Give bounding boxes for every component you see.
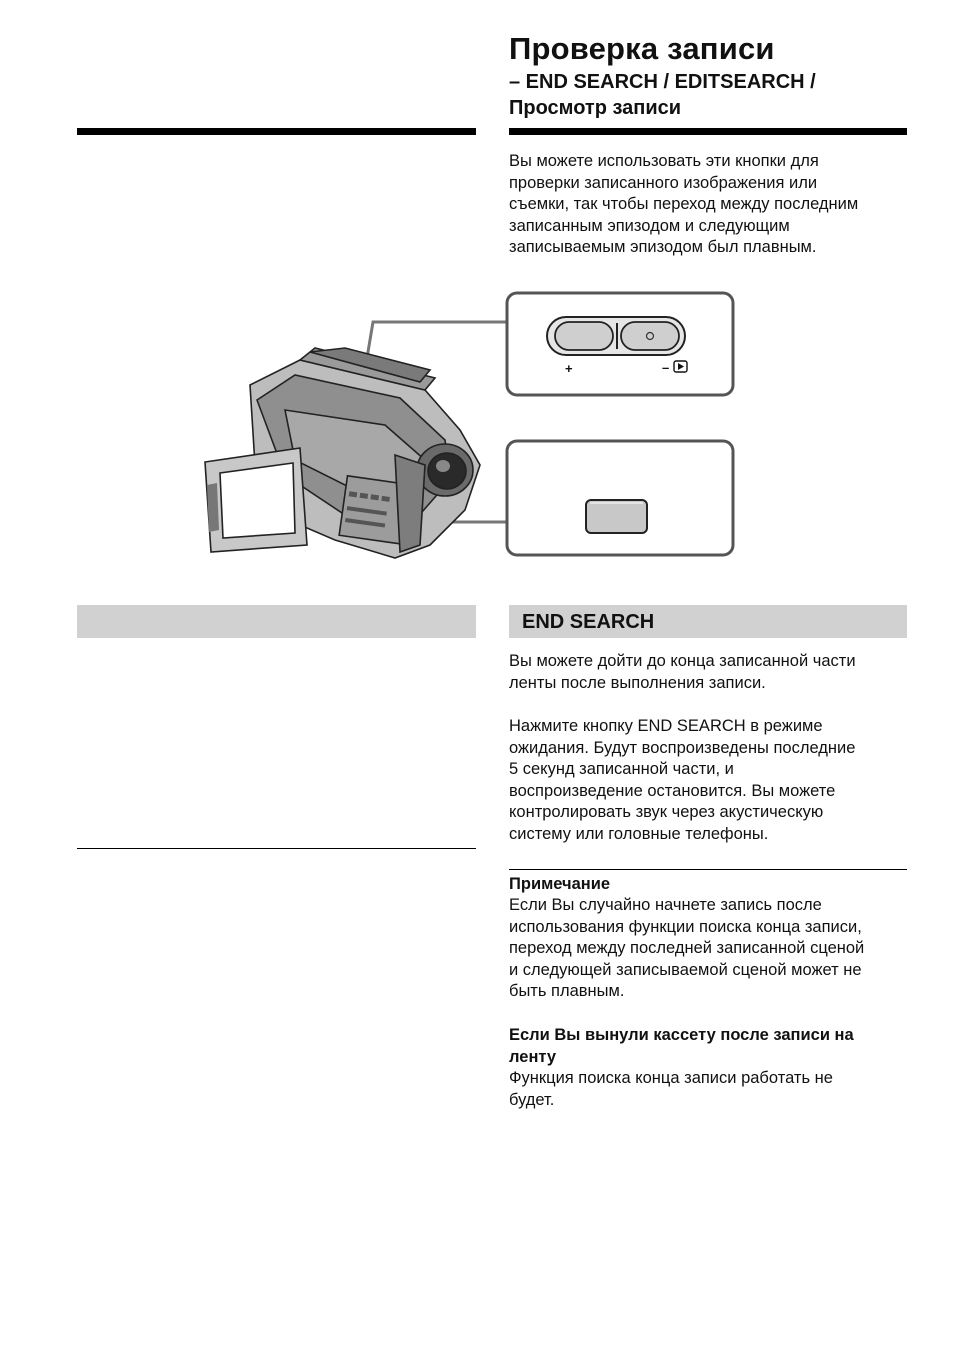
subtitle-line-2: Просмотр записи <box>509 97 682 119</box>
page-subtitle <box>509 69 909 121</box>
end-search-paragraph-2: Нажмите кнопку END SEARCH в режиме ожидания. Будут воспроизведены последние 5 секунд записанной части, и воспроизведение остановится. Вы можете контролировать звук через акустическую систему или головные телефоны. <box>509 717 856 843</box>
end-search-panel <box>507 441 733 555</box>
page-title: Проверка записи <box>509 31 775 66</box>
camcorder-icon <box>205 348 480 558</box>
left-column-rule <box>77 128 476 135</box>
note-heading: Примечание <box>509 875 611 893</box>
right-column-rule <box>509 128 907 135</box>
plus-label: + <box>565 361 573 376</box>
edit-search-plus-button[interactable] <box>555 322 613 350</box>
end-search-button[interactable] <box>586 500 647 533</box>
subtitle-line-1: – END SEARCH / EDITSEARCH / <box>509 71 816 93</box>
end-search-paragraph-1: Вы можете дойти до конца записанной части ленты после выполнения записи. <box>509 652 856 692</box>
left-section-bar <box>77 605 476 638</box>
note-text: Если Вы случайно начнете запись после использования функции поиска конца записи, переход между последней записанной сценой и следующей записываемой сценой может не быть плавным. <box>509 896 865 1001</box>
edit-search-minus-button[interactable] <box>621 322 679 350</box>
tip-text: Функция поиска конца записи работать не будет. <box>509 1069 833 1109</box>
edit-search-panel <box>507 293 733 395</box>
note-rule <box>509 869 907 870</box>
minus-label: – <box>662 360 670 375</box>
left-section-rule <box>77 848 476 849</box>
end-search-heading-text: END SEARCH <box>522 611 655 633</box>
tip-heading: Если Вы вынули кассету после записи на ленту <box>509 1026 854 1066</box>
intro-paragraph: Вы можете использовать эти кнопки для проверки записанного изображения или съемки, так чтобы переход между последним записанным эпизодом и следующим записываемым эпизодом был плавным. <box>509 152 859 257</box>
end-search-heading <box>509 605 907 638</box>
camcorder-illustration <box>195 290 745 580</box>
